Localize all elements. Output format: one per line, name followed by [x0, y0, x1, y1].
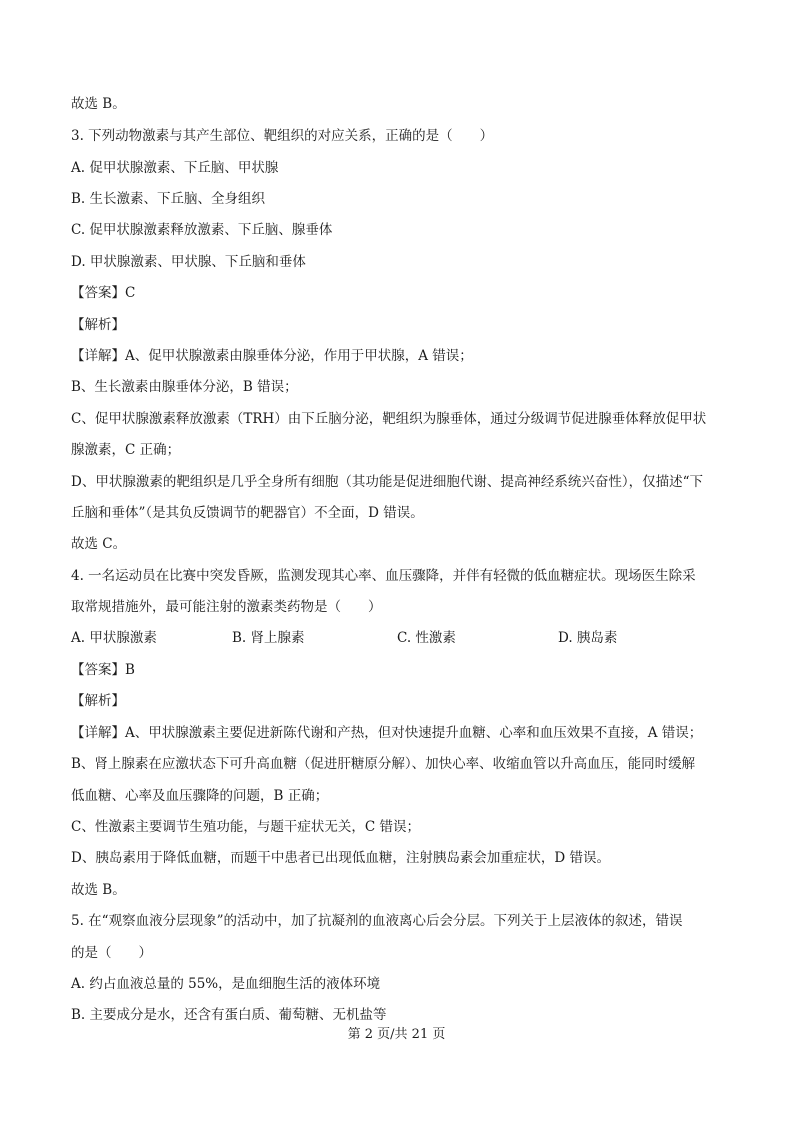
text-line: C、促甲状腺激素释放激素（TRH）由下丘脑分泌，靶组织为腺垂体，通过分级调节促进腺垂体释放促甲状 [71, 411, 707, 427]
question-4-options [71, 629, 723, 647]
text-line: 3. 下列动物激素与其产生部位、靶组织的对应关系，正确的是（ ） [71, 128, 494, 144]
answer-option: D. 胰岛素 [558, 630, 618, 646]
text-line: 【解析】 [71, 317, 125, 333]
text-line: D、胰岛素用于降低血糖，而题干中患者已出现低血糖，注射胰岛素会加重症状，D 错误。 [71, 850, 610, 866]
text-line: A. 促甲状腺激素、下丘脑、甲状腺 [71, 160, 279, 176]
text-line: A. 约占血液总量的 55%，是血细胞生活的液体环境 [71, 976, 381, 992]
text-line: 【答案】C [71, 285, 136, 301]
text-line: 5. 在“观察血液分层现象”的活动中，加了抗凝剂的血液离心后会分层。下列关于上层液体的叙述，错误 [71, 913, 683, 929]
answer-option: A. 甲状腺激素 [71, 630, 157, 646]
text-line: 取常规措施外，最可能注射的激素类药物是（ ） [71, 599, 382, 615]
text-line: C. 促甲状腺激素释放激素、下丘脑、腺垂体 [71, 222, 333, 238]
text-line: 丘脑和垂体”（是其负反馈调节的靶器官）不全面，D 错误。 [71, 505, 424, 521]
page-footer: 第 2 页/共 21 页 [347, 1027, 446, 1042]
text-line: B. 生长激素、下丘脑、全身组织 [71, 191, 266, 207]
text-line: B、生长激素由腺垂体分泌，B 错误； [71, 379, 298, 395]
text-line: B、肾上腺素在应激状态下可升高血糖（促进肝糖原分解）、加快心率、收缩血管以升高血压，能同时缓解 [71, 756, 696, 772]
text-line: D、甲状腺激素的靶组织是几乎全身所有细胞（其功能是促进细胞代谢、提高神经系统兴奋性），仅描述“下 [71, 474, 703, 490]
text-line: D. 甲状腺激素、甲状腺、下丘脑和垂体 [71, 254, 306, 270]
answer-option: B. 肾上腺素 [232, 630, 305, 646]
text-line: 4. 一名运动员在比赛中突发昏厥，监测发现其心率、血压骤降，并伴有轻微的低血糖症状。现场医生除采 [71, 568, 696, 584]
text-line: 的是（ ） [71, 945, 152, 961]
text-line: 故选 B。 [71, 96, 126, 112]
text-line: 腺激素，C 正确； [71, 442, 181, 458]
text-line: 【详解】A、促甲状腺激素由腺垂体分泌，作用于甲状腺，A 错误； [71, 348, 473, 364]
text-line: 低血糖、心率及血压骤降的问题，B 正确； [71, 788, 329, 804]
text-line: C、性激素主要调节生殖功能，与题干症状无关，C 错误； [71, 819, 420, 835]
answer-option: C. 性激素 [397, 630, 456, 646]
text-line: 故选 C。 [71, 536, 127, 552]
text-line: 【详解】A、甲状腺激素主要促进新陈代谢和产热，但对快速提升血糖、心率和血压效果不直接，A 错误； [71, 725, 703, 741]
text-line: 【解析】 [71, 693, 125, 709]
text-line: B. 主要成分是水，还含有蛋白质、葡萄糖、无机盐等 [71, 1007, 387, 1023]
text-line: 故选 B。 [71, 882, 126, 898]
text-line: 【答案】B [71, 662, 135, 678]
